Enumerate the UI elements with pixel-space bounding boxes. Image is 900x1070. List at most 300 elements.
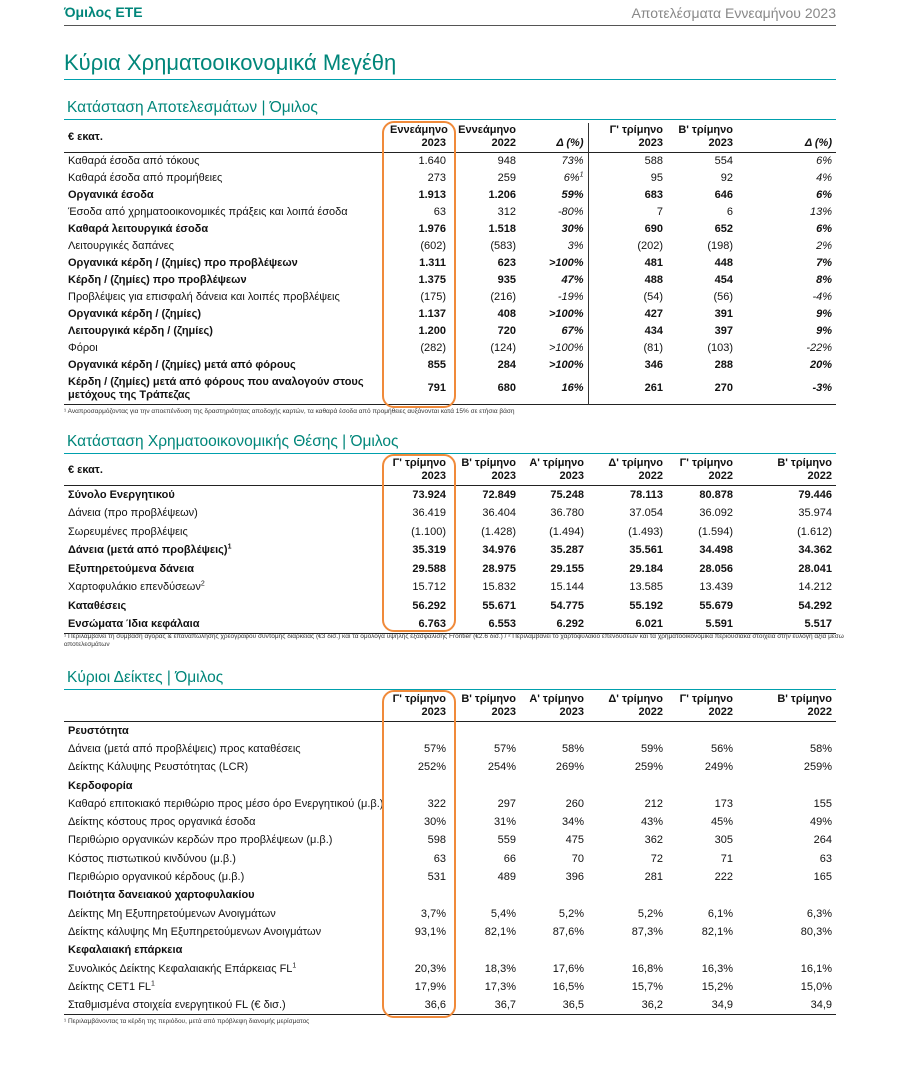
column-header	[588, 123, 667, 153]
table-cell	[667, 374, 737, 405]
table-cell	[667, 978, 737, 996]
cell-value: 396	[565, 871, 584, 884]
table-cell	[450, 578, 520, 597]
cell-value: 312	[497, 206, 516, 218]
cell-value: 73%	[561, 155, 584, 168]
cell-value: 305	[714, 834, 733, 847]
row-label-text: Σύνολο Ενεργητικού	[68, 489, 175, 501]
cell-value: 55.671	[482, 599, 516, 612]
row-label-text: Συνολικός Δείκτης Κεφαλαιακής Επάρκειας FL	[68, 962, 293, 975]
row-label-text: Κεφαλαιακή επάρκεια	[68, 944, 183, 957]
table-cell	[737, 153, 836, 170]
footnote-marker: 1	[151, 980, 155, 988]
column-header-period: Γ' τρίμηνο	[679, 457, 733, 469]
table-cell	[737, 813, 836, 831]
cell-value: 427	[644, 308, 663, 320]
cell-value: 13%	[809, 206, 832, 218]
table-cell	[667, 740, 737, 758]
cell-value: 259	[497, 172, 516, 184]
cell-value: 34,9	[711, 998, 733, 1011]
column-header-period: Δ (%)	[556, 137, 584, 149]
cell-value: 59%	[640, 742, 663, 755]
table-cell	[520, 504, 588, 523]
table-cell	[588, 221, 667, 238]
table-cell	[588, 523, 667, 542]
row-label	[64, 323, 386, 340]
column-header-year: 2023	[708, 137, 733, 149]
table-cell	[520, 221, 588, 238]
cell-value: 554	[714, 155, 733, 168]
cell-value: 16%	[561, 382, 584, 394]
table-cell	[450, 923, 520, 941]
cell-value: 72.849	[482, 489, 516, 501]
table-cell	[737, 255, 836, 272]
cell-value: 531	[427, 871, 446, 884]
row-label-text: Περιθώριο οργανικών κερδών προ προβλέψεων (μ.β.)	[68, 834, 333, 847]
table-cell	[520, 959, 588, 977]
table-cell	[667, 578, 737, 597]
cell-value: 56.292	[412, 599, 446, 612]
cell-value: (81)	[643, 342, 663, 354]
cell-value: 15.832	[482, 581, 516, 594]
row-label-text: Λειτουργικές δαπάνες	[68, 240, 174, 252]
table-cell	[667, 357, 737, 374]
table-cell	[588, 272, 667, 289]
row-label	[64, 560, 386, 579]
cell-value: 391	[714, 308, 733, 320]
cell-value: 13.585	[629, 581, 663, 594]
table-cell	[667, 904, 737, 922]
cell-value: 95	[650, 172, 663, 184]
table-cell	[737, 978, 836, 996]
column-header-year: 2023	[638, 137, 663, 149]
table-cell	[588, 831, 667, 849]
column-header	[588, 456, 667, 486]
row-label-text: Κέρδη / (ζημίες) προ προβλέψεων	[68, 274, 247, 286]
column-header-period: Α' τρίμηνο	[529, 457, 584, 469]
table-cell	[737, 615, 836, 634]
cell-value: 36.780	[550, 507, 584, 520]
cell-value: 6,1%	[707, 907, 733, 920]
cell-value: -80%	[557, 206, 584, 218]
cell-value: 155	[813, 797, 832, 810]
table-cell	[667, 221, 737, 238]
cell-value: 165	[813, 871, 832, 884]
cell-value: 17,6%	[552, 962, 584, 975]
cell-value: 652	[714, 223, 733, 235]
balance-sheet-title: Κατάσταση Χρηματοοικονομικής Θέσης | Όμιλος	[67, 433, 399, 450]
report-period: Αποτελέσματα Εννεαμήνου 2023	[631, 5, 836, 21]
table-cell	[520, 255, 588, 272]
column-header-period: Γ' τρίμηνο	[392, 457, 446, 469]
cell-value: 34%	[561, 816, 584, 829]
cell-value: (198)	[707, 240, 733, 252]
cell-value: 43%	[640, 816, 663, 829]
unit-label: € εκατ.	[68, 130, 103, 143]
row-label-text: Ποιότητα δανειακού χαρτοφυλακίου	[68, 889, 255, 902]
table-cell	[588, 357, 667, 374]
cell-value: >100%	[548, 308, 584, 320]
table-cell	[667, 153, 737, 170]
table-cell	[588, 340, 667, 357]
table-cell	[737, 758, 836, 776]
cell-value: (1.493)	[628, 525, 663, 538]
row-label-text: Δείκτης CET1 FL	[68, 980, 152, 993]
cell-value: 80.878	[699, 489, 733, 501]
key-ratios-title: Κύριοι Δείκτες | Όμιλος	[67, 669, 224, 686]
cell-value: 948	[497, 155, 516, 168]
table-cell	[450, 996, 520, 1014]
cell-value: 79.446	[798, 489, 832, 501]
cell-value: (583)	[490, 240, 516, 252]
table-cell	[588, 615, 667, 634]
table-cell	[520, 578, 588, 597]
table-cell	[667, 615, 737, 634]
table-cell	[520, 357, 588, 374]
cell-value: 37.054	[629, 507, 663, 520]
table-cell	[667, 486, 737, 505]
column-header	[737, 456, 836, 486]
table-cell	[520, 541, 588, 560]
cell-value: 36,2	[641, 998, 663, 1011]
table-cell	[737, 357, 836, 374]
table-cell	[520, 831, 588, 849]
table-cell	[450, 850, 520, 868]
cell-value: 1.518	[488, 223, 516, 235]
table-cell	[667, 560, 737, 579]
column-header-year: 2022	[638, 470, 663, 482]
column-header-year: 2023	[421, 470, 446, 482]
unit-label: € εκατ.	[68, 463, 103, 476]
cell-value: 249%	[704, 761, 733, 774]
row-label	[64, 740, 386, 758]
cell-value: 55.192	[629, 599, 663, 612]
table-cell	[737, 904, 836, 922]
column-header-year: 2023	[421, 137, 446, 149]
cell-value: 1.375	[418, 274, 446, 286]
cell-value: 15.144	[550, 581, 584, 594]
table-cell	[588, 204, 667, 221]
cell-value: 70	[571, 852, 584, 865]
cell-value: 260	[565, 797, 584, 810]
cell-value: 7	[656, 206, 663, 218]
table-cell	[450, 615, 520, 634]
row-label	[64, 597, 386, 616]
table-cell	[737, 289, 836, 306]
cell-value: (124)	[490, 342, 516, 354]
cell-value: 34,9	[810, 998, 832, 1011]
cell-value: 75.248	[550, 489, 584, 501]
highlight-box-ratios	[382, 690, 456, 1018]
cell-value: >100%	[548, 359, 584, 371]
cell-value: 34.498	[699, 544, 733, 557]
table-cell	[588, 541, 667, 560]
cell-value: 7%	[816, 257, 832, 269]
table-cell	[737, 850, 836, 868]
table-cell	[520, 153, 588, 170]
table-cell	[588, 597, 667, 616]
table-cell	[588, 153, 667, 170]
cell-value: (103)	[707, 342, 733, 354]
cell-value: 36,6	[424, 998, 446, 1011]
column-header-period: Α' τρίμηνο	[529, 693, 584, 705]
table-cell	[667, 850, 737, 868]
column-header-period: Β' τρίμηνο	[777, 693, 832, 705]
cell-value: -19%	[557, 291, 584, 303]
cell-value: 448	[714, 257, 733, 269]
cell-value: 680	[497, 382, 516, 394]
table-cell	[737, 170, 836, 187]
table-cell	[520, 170, 588, 187]
cell-value: 855	[427, 359, 446, 371]
table-cell	[667, 941, 737, 959]
cell-value: 93,1%	[414, 925, 446, 938]
cell-value: (1.428)	[481, 525, 516, 538]
table-cell	[450, 306, 520, 323]
table-cell	[450, 776, 520, 794]
table-cell	[588, 486, 667, 505]
table-cell	[737, 722, 836, 740]
cell-value: 1.137	[418, 308, 446, 320]
cell-value: 935	[497, 274, 516, 286]
row-label	[64, 289, 386, 306]
table-cell	[667, 722, 737, 740]
cell-value: (1.494)	[549, 525, 584, 538]
column-header	[450, 456, 520, 486]
cell-value: 82,1%	[484, 925, 516, 938]
cell-value: 690	[644, 223, 663, 235]
cell-value: 63	[433, 206, 446, 218]
column-header	[520, 692, 588, 722]
table-cell	[520, 560, 588, 579]
cell-value: 6%	[816, 155, 832, 168]
table-cell	[737, 578, 836, 597]
cell-value: 30%	[423, 816, 446, 829]
title-divider	[64, 79, 836, 80]
table-cell	[520, 795, 588, 813]
table-cell	[450, 904, 520, 922]
cell-value: 59%	[561, 189, 584, 201]
table-cell	[588, 306, 667, 323]
table-cell	[667, 996, 737, 1014]
cell-value: 346	[644, 359, 663, 371]
cell-value: 791	[427, 382, 446, 394]
row-label-text: Σταθμισμένα στοιχεία ενεργητικού FL (€ δισ.)	[68, 998, 286, 1011]
cell-value: 297	[497, 797, 516, 810]
balance-footnote: ¹ Περιλαμβάνει τη σύμβαση αγοράς & επαναπώλησης χρεογράφου σύντομης διάρκειας (€3 δισ.) και τα ομόλογα υψηλής εξασφάλισης Frontier (€2.6 δισ.) / ² Περιλαμβάνει το χαρτοφυλάκιο επενδύσεων και τα χρηματοοικονομικά περιουσιακά στοιχεία στην εύλογη αξία μέσω αποτελεσμάτων	[64, 633, 844, 648]
cell-value: 16,5%	[552, 980, 584, 993]
cell-value: 80,3%	[800, 925, 832, 938]
row-label-text: Κερδοφορία	[68, 779, 133, 792]
table-cell	[667, 758, 737, 776]
cell-value: 3,7%	[420, 907, 446, 920]
table-cell	[588, 813, 667, 831]
table-cell	[450, 221, 520, 238]
table-cell	[588, 996, 667, 1014]
row-label	[64, 831, 386, 849]
table-cell	[667, 597, 737, 616]
cell-value: 252%	[417, 761, 446, 774]
row-label-text: Χαρτοφυλάκιο επενδύσεων	[68, 581, 201, 594]
table-cell	[520, 374, 588, 405]
row-label	[64, 357, 386, 374]
footnote-marker: 1	[227, 543, 232, 551]
cell-value: 322	[427, 797, 446, 810]
row-label	[64, 758, 386, 776]
column-header	[450, 692, 520, 722]
table-cell	[588, 868, 667, 886]
cell-value: 264	[813, 834, 832, 847]
column-header	[667, 456, 737, 486]
table-cell	[588, 255, 667, 272]
table-cell	[520, 813, 588, 831]
row-label-text: Σωρευμένες προβλέψεις	[68, 525, 188, 538]
cell-value: 1.976	[418, 223, 446, 235]
table-cell	[450, 340, 520, 357]
column-header-period: Δ' τρίμηνο	[608, 457, 663, 469]
table-cell	[450, 272, 520, 289]
row-label	[64, 978, 386, 996]
column-header-year: 2022	[708, 470, 733, 482]
column-header-year: 2022	[708, 706, 733, 718]
table-cell	[450, 795, 520, 813]
cell-value: 6.763	[418, 618, 446, 630]
row-label-text: Οργανικά κέρδη / (ζημίες) προ προβλέψεων	[68, 257, 298, 269]
table-cell	[450, 255, 520, 272]
table-cell	[520, 868, 588, 886]
cell-value: 58%	[809, 742, 832, 755]
row-label	[64, 923, 386, 941]
table-cell	[520, 941, 588, 959]
cell-value: 20,3%	[414, 962, 446, 975]
cell-value: 55.679	[699, 599, 733, 612]
row-label	[64, 486, 386, 505]
table-cell	[520, 306, 588, 323]
column-header-period: Δ' τρίμηνο	[608, 693, 663, 705]
column-header-period: Εννεάμηνο	[458, 124, 516, 136]
row-label	[64, 868, 386, 886]
row-label	[64, 615, 386, 634]
table-cell	[450, 941, 520, 959]
table-cell	[737, 541, 836, 560]
cell-value: 16,3%	[701, 962, 733, 975]
cell-value: 489	[497, 871, 516, 884]
cell-value: 481	[644, 257, 663, 269]
cell-value: (54)	[643, 291, 663, 303]
cell-value: >100%	[548, 342, 584, 354]
table-cell	[737, 238, 836, 255]
column-header-period: Γ' τρίμηνο	[392, 693, 446, 705]
table-cell	[588, 941, 667, 959]
column-header-period: Β' τρίμηνο	[461, 457, 516, 469]
table-cell	[588, 238, 667, 255]
table-cell	[588, 923, 667, 941]
row-label	[64, 941, 386, 959]
table-cell	[667, 776, 737, 794]
row-label-text: Οργανικά έσοδα	[68, 189, 154, 201]
row-label	[64, 340, 386, 357]
table-cell	[450, 289, 520, 306]
cell-value: 14.212	[798, 581, 832, 594]
column-header-period: Εννεάμηνο	[390, 124, 448, 136]
column-header	[520, 123, 588, 153]
cell-value: (1.594)	[698, 525, 733, 538]
income-divider	[64, 119, 836, 120]
cell-value: 36,5	[562, 998, 584, 1011]
cell-value: (282)	[420, 342, 446, 354]
cell-value: 598	[427, 834, 446, 847]
cell-value: 623	[497, 257, 516, 269]
cell-value: 6	[726, 206, 733, 218]
table-cell	[450, 978, 520, 996]
table-cell	[737, 340, 836, 357]
table-cell	[667, 959, 737, 977]
table-cell	[737, 221, 836, 238]
table-cell	[520, 758, 588, 776]
cell-value: 6.292	[556, 618, 584, 630]
cell-value: 173	[714, 797, 733, 810]
table-cell	[520, 272, 588, 289]
table-cell	[450, 541, 520, 560]
table-cell	[737, 941, 836, 959]
row-label	[64, 996, 386, 1014]
cell-value: 5.591	[705, 618, 733, 630]
table-cell	[450, 204, 520, 221]
table-cell	[588, 795, 667, 813]
column-header-year: 2022	[807, 470, 832, 482]
row-label	[64, 850, 386, 868]
cell-value: 92	[720, 172, 733, 184]
table-cell	[667, 541, 737, 560]
row-label-text: Προβλέψεις για επισφαλή δάνεια και λοιπές προβλέψεις	[68, 291, 340, 303]
cell-value: 6.553	[488, 618, 516, 630]
table-cell	[737, 597, 836, 616]
cell-value: 28.041	[798, 562, 832, 575]
table-cell	[737, 486, 836, 505]
cell-value: 67%	[561, 325, 584, 337]
table-cell	[667, 289, 737, 306]
cell-value: 6%	[563, 172, 580, 184]
row-label	[64, 238, 386, 255]
row-label	[64, 578, 386, 597]
cell-value: 284	[497, 359, 516, 371]
cell-value: (602)	[420, 240, 446, 252]
cell-value: (216)	[490, 291, 516, 303]
cell-value: 2%	[816, 240, 832, 252]
column-header	[737, 123, 836, 153]
income-footnote: ¹ Αναπροσαρμόζοντας για την αποεπένδυση της δραστηριότητας αποδοχής καρτών, τα καθαρά έσοδα από προμήθειες αυξάνονται κατά 15% σε ετήσια βάση	[64, 408, 515, 415]
table-cell	[737, 272, 836, 289]
row-label	[64, 204, 386, 221]
footnote-marker: 1	[292, 961, 297, 969]
table-cell	[588, 740, 667, 758]
column-header-period: Β' τρίμηνο	[678, 124, 733, 136]
table-cell	[520, 904, 588, 922]
table-cell	[450, 597, 520, 616]
table-cell	[737, 831, 836, 849]
table-cell	[520, 323, 588, 340]
row-label-text: Δάνεια (μετά από προβλέψεις) προς καταθέσεις	[68, 742, 301, 755]
cell-value: 6%	[816, 189, 832, 201]
cell-value: 5,2%	[637, 907, 663, 920]
table-cell	[520, 523, 588, 542]
cell-value: 1.206	[488, 189, 516, 201]
table-cell	[588, 776, 667, 794]
cell-value: 1.913	[418, 189, 446, 201]
table-cell	[667, 831, 737, 849]
cell-value: 488	[644, 274, 663, 286]
table-cell	[737, 504, 836, 523]
